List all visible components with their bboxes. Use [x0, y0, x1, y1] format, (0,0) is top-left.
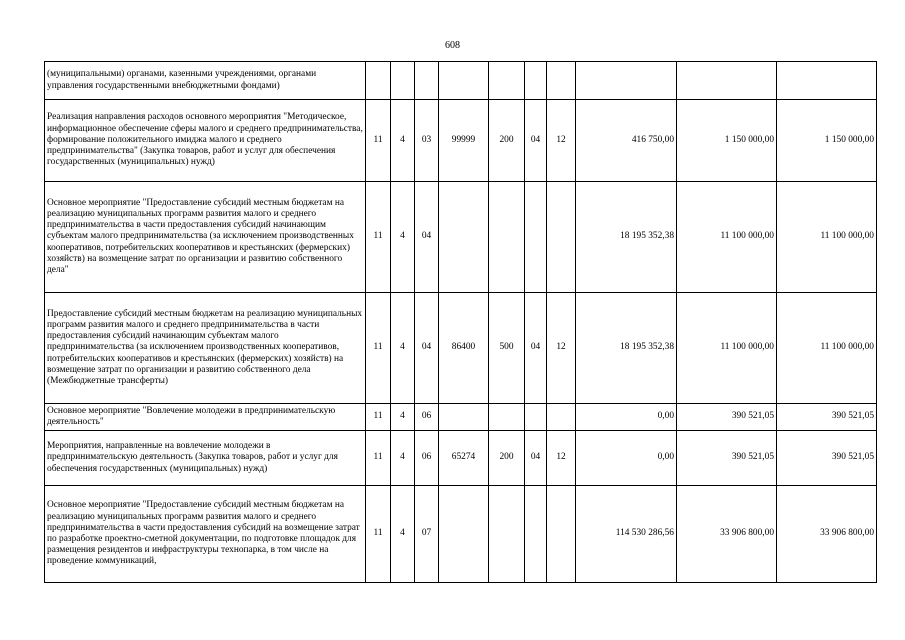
direction-code: 86400: [439, 293, 489, 404]
subprogram-code: 4: [391, 100, 415, 182]
subsection-code: [547, 62, 576, 100]
section-code: [525, 182, 547, 293]
subsection-code: 12: [547, 293, 576, 404]
activity-code: 04: [415, 293, 439, 404]
program-code: 11: [366, 100, 391, 182]
activity-code: 06: [415, 431, 439, 486]
page-number: 608: [445, 40, 460, 51]
amount-3: 390 521,05: [777, 404, 877, 431]
direction-code: [439, 62, 489, 100]
expense-type-code: [489, 404, 525, 431]
table-row: [45, 182, 877, 293]
amount-2: 1 150 000,00: [677, 100, 777, 182]
direction-code: [439, 486, 489, 583]
table-row: [45, 404, 877, 431]
amount-1: 0,00: [576, 431, 677, 486]
subprogram-code: 4: [391, 404, 415, 431]
amount-3: 11 100 000,00: [777, 293, 877, 404]
expense-type-code: 200: [489, 431, 525, 486]
expense-type-code: [489, 486, 525, 583]
expense-type-code: 500: [489, 293, 525, 404]
subprogram-code: [391, 62, 415, 100]
subsection-code: [547, 182, 576, 293]
section-code: 04: [525, 100, 547, 182]
amount-2: [677, 62, 777, 100]
amount-2: 11 100 000,00: [677, 182, 777, 293]
subprogram-code: 4: [391, 182, 415, 293]
row-description: Предоставление субсидий местным бюджетам на реализацию муниципальных программ развития малого и среднего предпринимательства в части предоставления субсидий начинающим субъектам малого предпринимательства (за исключением производственных кооперативов, потребительских кооперативов и крестьянских (фермерских) хозяйств) на возмещение затрат по организации и развитию собственного дела (Межбюджетные трансферты): [45, 293, 366, 404]
amount-3: [777, 62, 877, 100]
row-description: Мероприятия, направленные на вовлечение молодежи в предпринимательскую деятельность (Закупка товаров, работ и услуг для обеспечения государственных (муниципальных) нужд): [45, 431, 366, 486]
activity-code: 06: [415, 404, 439, 431]
amount-2: 390 521,05: [677, 404, 777, 431]
subsection-code: [547, 404, 576, 431]
table-row: [45, 486, 877, 583]
amount-1: 0,00: [576, 404, 677, 431]
amount-2: 33 906 800,00: [677, 486, 777, 583]
section-code: [525, 486, 547, 583]
table-row: [45, 293, 877, 404]
activity-code: [415, 62, 439, 100]
amount-1: 416 750,00: [576, 100, 677, 182]
amount-1: 18 195 352,38: [576, 182, 677, 293]
direction-code: 65274: [439, 431, 489, 486]
subsection-code: 12: [547, 431, 576, 486]
subsection-code: 12: [547, 100, 576, 182]
subprogram-code: 4: [391, 293, 415, 404]
row-description: Основное мероприятие "Вовлечение молодежи в предпринимательскую деятельность": [45, 404, 366, 431]
amount-3: 11 100 000,00: [777, 182, 877, 293]
amount-3: 390 521,05: [777, 431, 877, 486]
activity-code: 07: [415, 486, 439, 583]
program-code: 11: [366, 404, 391, 431]
amount-2: 11 100 000,00: [677, 293, 777, 404]
activity-code: 04: [415, 182, 439, 293]
expense-type-code: [489, 62, 525, 100]
amount-3: 33 906 800,00: [777, 486, 877, 583]
direction-code: [439, 404, 489, 431]
program-code: 11: [366, 293, 391, 404]
direction-code: [439, 182, 489, 293]
section-code: 04: [525, 293, 547, 404]
amount-2: 390 521,05: [677, 431, 777, 486]
section-code: [525, 62, 547, 100]
row-description: Реализация направления расходов основного мероприятия "Методическое, информационное обеспечение сферы малого и среднего предпринимательства, формирование положительного имиджа малого и среднего предпринимательства" (Закупка товаров, работ и услуг для обеспечения государственных (муниципальных) нужд): [45, 100, 366, 182]
program-code: [366, 62, 391, 100]
row-description: Основное мероприятие "Предоставление субсидий местным бюджетам на реализацию муниципальных программ развития малого и среднего предпринимательства в части предоставления субсидий на возмещение затрат по разработке проектно-сметной документации, по подготовке площадок для размещения резидентов и инфраструктуры технопарка, в том числе на проведение коммуникаций,: [45, 486, 366, 583]
amount-3: 1 150 000,00: [777, 100, 877, 182]
program-code: 11: [366, 431, 391, 486]
expense-type-code: 200: [489, 100, 525, 182]
section-code: [525, 404, 547, 431]
subprogram-code: 4: [391, 486, 415, 583]
section-code: 04: [525, 431, 547, 486]
program-code: 11: [366, 486, 391, 583]
budget-table: [44, 61, 877, 583]
activity-code: 03: [415, 100, 439, 182]
amount-1: [576, 62, 677, 100]
expense-type-code: [489, 182, 525, 293]
row-description: Основное мероприятие "Предоставление субсидий местным бюджетам на реализацию муниципальных программ развития малого и среднего предпринимательства в части предоставления субсидий начинающим субъектам малого предпринимательства (за исключением производственных кооперативов, потребительских кооперативов и крестьянских (фермерских) хозяйств) на возмещение затрат по организации и развитию собственного дела": [45, 182, 366, 293]
program-code: 11: [366, 182, 391, 293]
table-row: [45, 431, 877, 486]
row-description: (муниципальными) органами, казенными учреждениями, органами управления государственными внебюджетными фондами): [45, 62, 366, 100]
subsection-code: [547, 486, 576, 583]
table-row: [45, 62, 877, 100]
amount-1: 18 195 352,38: [576, 293, 677, 404]
subprogram-code: 4: [391, 431, 415, 486]
amount-1: 114 530 286,56: [576, 486, 677, 583]
direction-code: 99999: [439, 100, 489, 182]
table-row: [45, 100, 877, 182]
